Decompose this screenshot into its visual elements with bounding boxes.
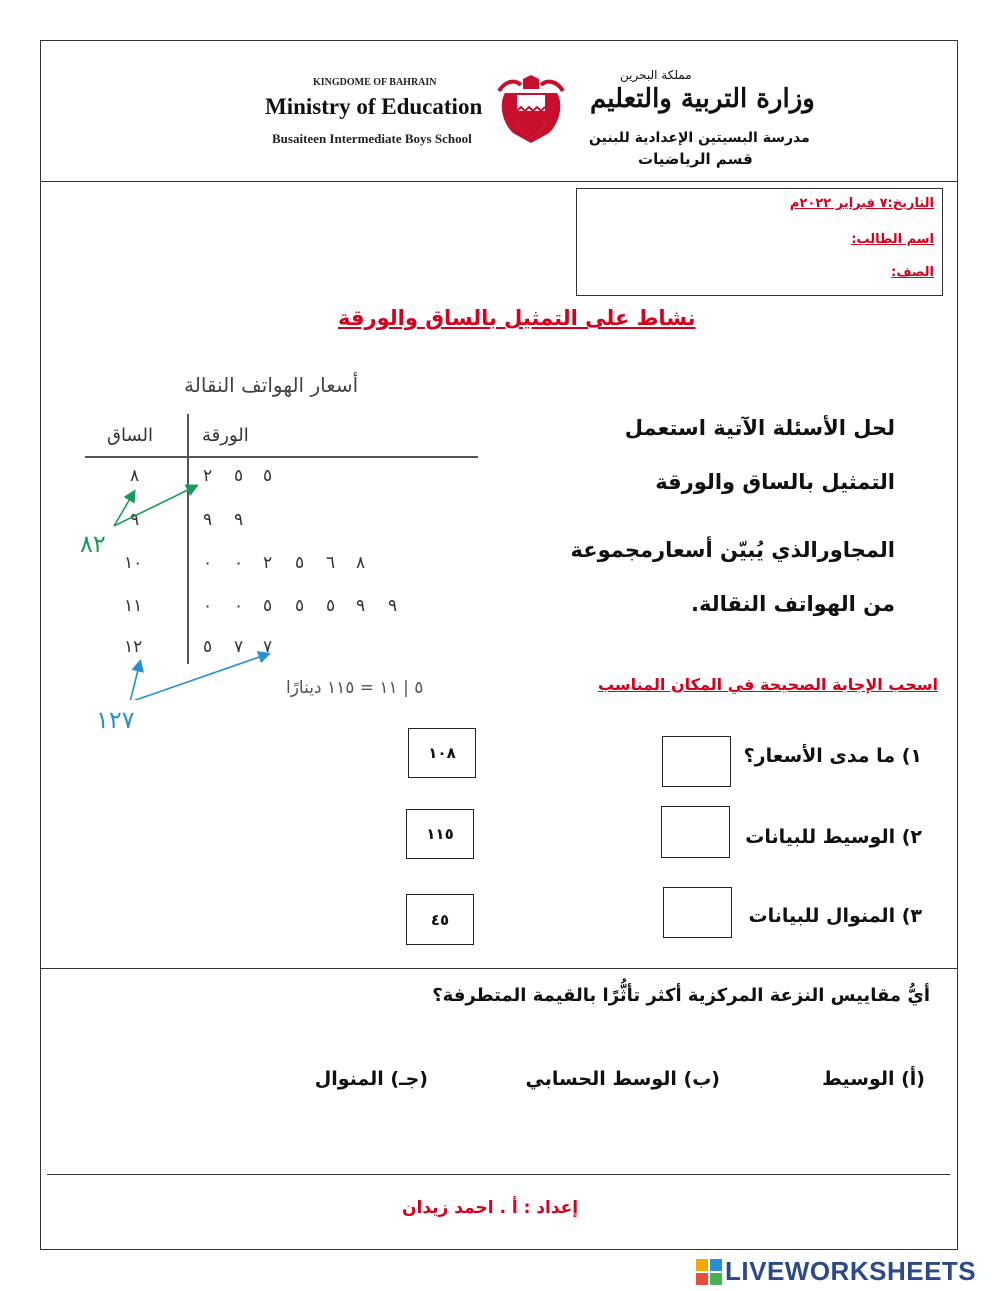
ministry-title: Ministry of Education bbox=[265, 94, 483, 119]
plot-leaf: ٥ bbox=[203, 637, 213, 657]
mcq-option-c[interactable]: (جـ) المنوال bbox=[314, 1068, 428, 1090]
plot-leaf: ٦ bbox=[326, 553, 336, 573]
plot-leaf: ٩ bbox=[356, 596, 366, 616]
plot-leaf: ٥ bbox=[326, 596, 336, 616]
mcq-option-b[interactable]: (ب) الوسط الحسابي bbox=[525, 1068, 720, 1090]
mcq-question: أيُّ مقاييس النزعة المركزية أكثر تأثُّرًا بالقيمة المتطرفة؟ bbox=[432, 985, 930, 1006]
bahrain-emblem-icon bbox=[495, 73, 567, 145]
kingdom-label: KINGDOME OF BAHRAIN bbox=[313, 77, 437, 88]
plot-leaf: ٥ bbox=[263, 596, 273, 616]
plot-stem: ٩ bbox=[130, 510, 140, 530]
section-divider bbox=[40, 968, 958, 969]
stem-header: الساق bbox=[107, 425, 153, 446]
activity-title: نشاط على التمثيل بالساق والورقة bbox=[338, 306, 696, 330]
instruction-line-1: لحل الأسئلة الآتية استعمل bbox=[624, 416, 895, 440]
drop-zone-3[interactable] bbox=[663, 887, 732, 938]
plot-leaf: ٧ bbox=[263, 637, 273, 657]
ar-ministry: وزارة التربية والتعليم bbox=[590, 84, 815, 114]
plot-key: ٥ | ١١ = ١١٥ دينارًا bbox=[286, 678, 424, 698]
plot-leaf: ٢ bbox=[263, 553, 273, 573]
instruction-line-3: المجاورالذي يُبيّن أسعارمجموعة bbox=[570, 538, 895, 562]
plot-stem: ١٢ bbox=[124, 637, 143, 657]
plot-stem: ٨ bbox=[130, 466, 140, 486]
plot-leaf: ٥ bbox=[295, 596, 305, 616]
plot-leaf: ٥ bbox=[263, 466, 273, 486]
drag-instruction: اسحب الإجابة الصحيحة في المكان المناسب bbox=[597, 675, 938, 694]
blue-arrow-leaf bbox=[130, 654, 268, 700]
drop-zone-1[interactable] bbox=[662, 736, 731, 787]
ar-school: مدرسة البسيتين الإعدادية للبنين bbox=[589, 130, 810, 146]
plot-leaf: ٨ bbox=[356, 553, 366, 573]
plot-leaf: ٥ bbox=[295, 553, 305, 573]
plot-horizontal-line bbox=[85, 456, 478, 458]
plot-leaf: ٩ bbox=[234, 510, 244, 530]
blue-arrow-stem bbox=[130, 662, 140, 700]
plot-stem: ١١ bbox=[124, 596, 143, 616]
answer-108[interactable]: ١٠٨ bbox=[408, 728, 476, 778]
leaf-header: الورقة bbox=[202, 425, 249, 446]
plot-stem: ١٠ bbox=[124, 553, 143, 573]
header-divider bbox=[40, 181, 958, 182]
plot-leaf: ٢ bbox=[203, 466, 213, 486]
plot-leaf: ٥ bbox=[234, 466, 244, 486]
plot-leaf: ٩ bbox=[203, 510, 213, 530]
prepared-by: إعداد : أ . احمد زيدان bbox=[402, 1198, 579, 1218]
plot-leaf: ٧ bbox=[234, 637, 244, 657]
plot-leaf: ٠ bbox=[234, 553, 244, 573]
class-label: الصف: bbox=[891, 265, 934, 280]
student-name-label: اسم الطالب: bbox=[851, 232, 934, 247]
plot-leaf: ٩ bbox=[388, 596, 398, 616]
answer-115[interactable]: ١١٥ bbox=[406, 809, 474, 859]
plot-leaf: ٠ bbox=[234, 596, 244, 616]
plot-title: أسعار الهواتف النقالة bbox=[184, 373, 359, 397]
school-name: Busaiteen Intermediate Boys School bbox=[272, 131, 472, 146]
instruction-line-4: من الهواتف النقالة. bbox=[691, 592, 895, 616]
question-1: ١) ما مدى الأسعار؟ bbox=[743, 745, 922, 767]
date-label: التاريخ:٧ فبراير ٢٠٢٢م bbox=[789, 196, 934, 211]
liveworksheets-logo[interactable] bbox=[696, 1256, 976, 1287]
instruction-line-2: التمثيل بالساق والورقة bbox=[655, 470, 895, 494]
footer-divider bbox=[47, 1174, 950, 1175]
plot-leaf: ٠ bbox=[203, 596, 213, 616]
mcq-option-a[interactable]: (أ) الوسيط bbox=[822, 1068, 925, 1090]
ar-dept: قسم الرياضيات bbox=[638, 150, 753, 168]
liveworksheets-text: LIVEWORKSHEETS bbox=[725, 1256, 977, 1286]
ar-kingdom: مملكة البحرين bbox=[620, 68, 692, 82]
annotation-82: ٨٢ bbox=[80, 530, 106, 558]
annotation-arrows bbox=[100, 470, 300, 700]
question-2: ٢) الوسيط للبيانات bbox=[745, 826, 922, 848]
drop-zone-2[interactable] bbox=[661, 806, 730, 858]
question-3: ٣) المنوال للبيانات bbox=[748, 905, 922, 927]
annotation-127: ١٢٧ bbox=[96, 706, 135, 734]
liveworksheets-icon bbox=[696, 1259, 722, 1285]
plot-leaf: ٠ bbox=[203, 553, 213, 573]
answer-45[interactable]: ٤٥ bbox=[406, 894, 474, 945]
